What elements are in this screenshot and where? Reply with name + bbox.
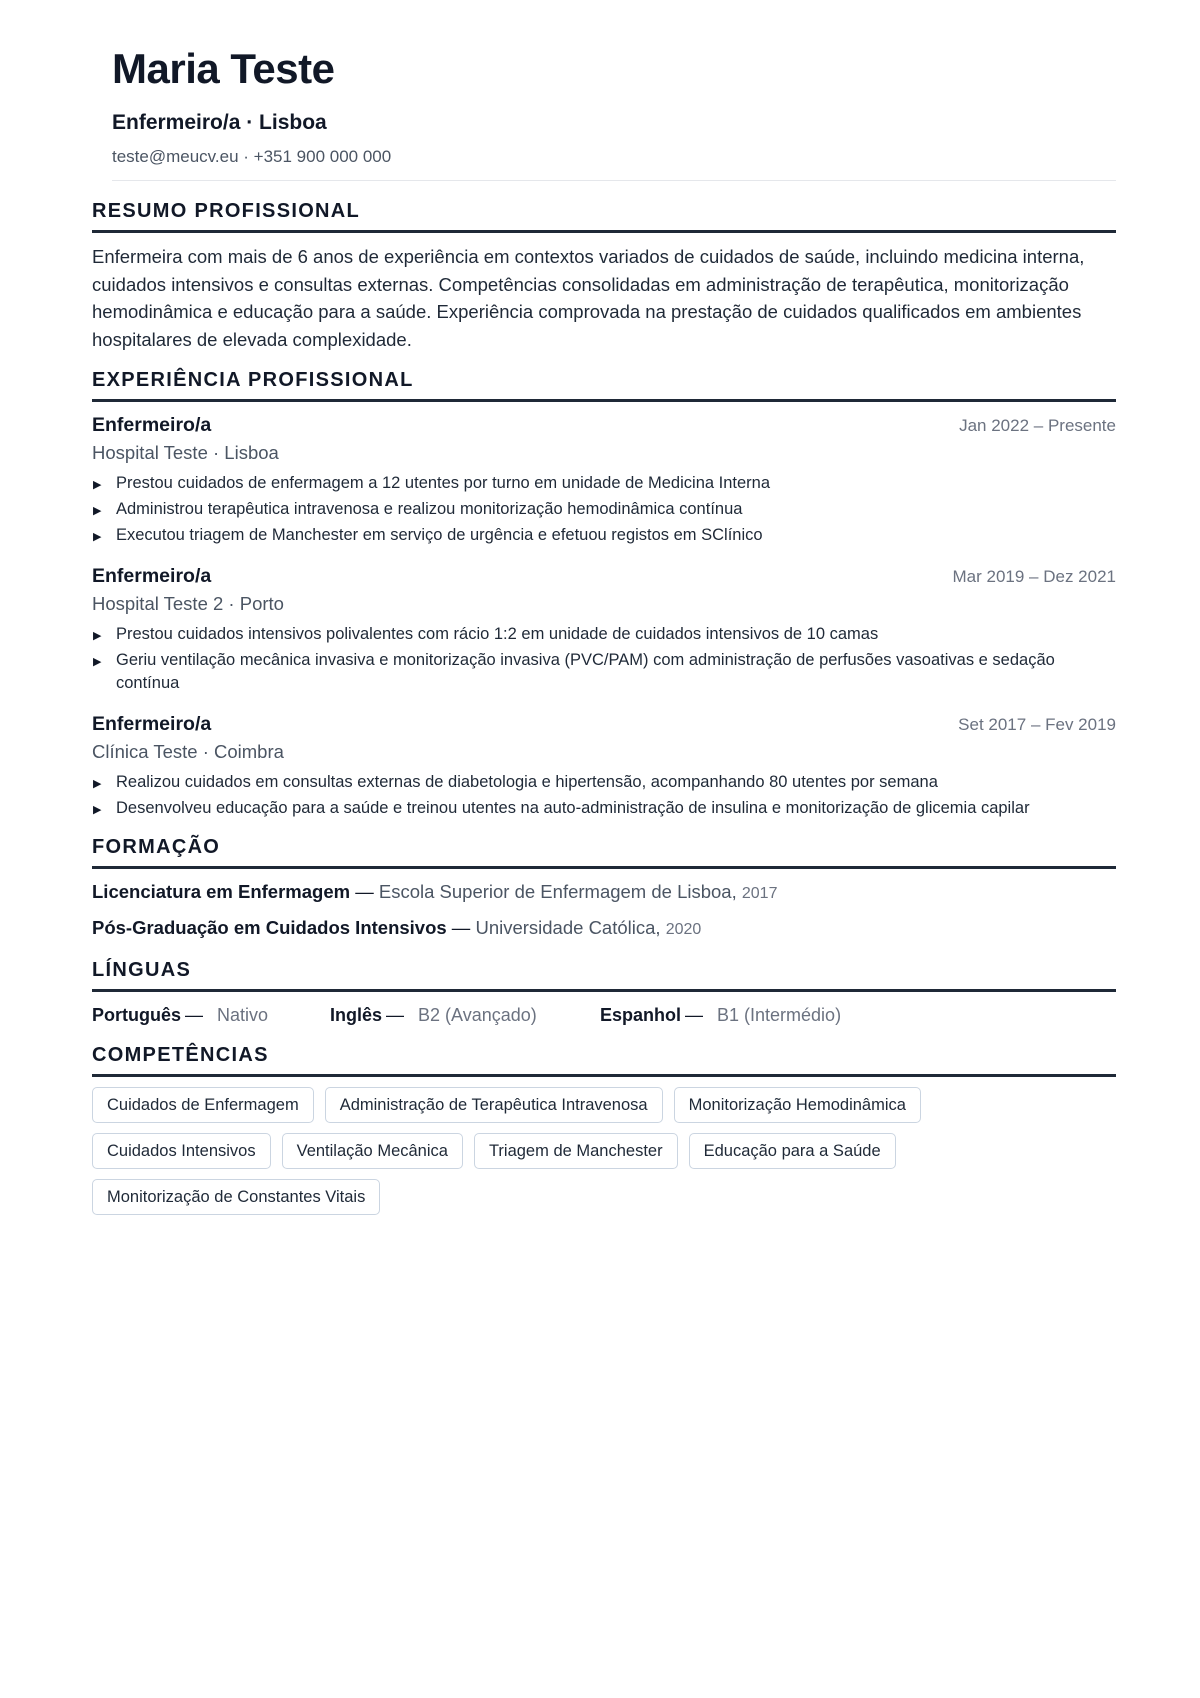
education-year: 2020: [665, 921, 702, 938]
languages-section: [92, 957, 1116, 1028]
education-degree: Pós-Graduação em Cuidados Intensivos: [92, 917, 447, 938]
job-entry: [92, 711, 1116, 820]
job-bullet: [92, 524, 1116, 547]
job-entry: [92, 412, 1116, 547]
education-separator: —: [446, 917, 476, 938]
education-comma: ,: [655, 917, 666, 938]
skill-chip: Ventilação Mecânica: [282, 1133, 463, 1169]
language-item: [330, 1002, 600, 1028]
job-dates: Jan 2022 – Presente: [959, 416, 1116, 435]
bullet-triangle-icon: ▶: [93, 630, 102, 642]
skills-section: [92, 1042, 1116, 1225]
section-title-summary: RESUMO PROFISSIONAL: [92, 198, 1116, 233]
bullet-triangle-icon: ▶: [93, 778, 102, 790]
bullet-triangle-icon: ▶: [93, 804, 102, 816]
experience-section: [92, 367, 1116, 820]
skill-chip: Triagem de Manchester: [474, 1133, 678, 1169]
job-title: Enfermeiro/a: [92, 414, 212, 436]
job-bullet-text: Geriu ventilação mecânica invasiva e monitorização invasiva (PVC/PAM) com administração de perfusões vasoativas e sedação contínua: [116, 651, 1055, 692]
job-header: [92, 412, 1116, 438]
language-level: Nativo: [217, 1005, 269, 1025]
header-divider: [112, 180, 1116, 181]
job-organization: Hospital Teste · Lisboa: [92, 442, 279, 463]
skill-chip: Educação para a Saúde: [689, 1133, 896, 1169]
candidate-name: Maria Teste: [112, 45, 335, 92]
language-name: Espanhol: [600, 1005, 682, 1025]
job-bullet-text: Realizou cuidados em consultas externas de diabetologia e hipertensão, acompanhando 80 utentes por semana: [116, 773, 938, 791]
job-bullet: [92, 771, 1116, 794]
job-organization: Hospital Teste 2 · Porto: [92, 593, 284, 614]
job-bullets: [92, 771, 1116, 820]
summary-section: [92, 198, 1116, 353]
candidate-subtitle: Enfermeiro/a · Lisboa: [112, 111, 327, 134]
section-title-skills: COMPETÊNCIAS: [92, 1042, 1116, 1077]
skill-chip: Monitorização Hemodinâmica: [674, 1087, 921, 1123]
education-separator: —: [350, 881, 379, 902]
education-item: [92, 879, 1116, 907]
contact-info: teste@meucv.eu · +351 900 000 000: [112, 147, 392, 166]
education-item: [92, 915, 1116, 943]
job-dates: Mar 2019 – Dez 2021: [952, 567, 1116, 586]
education-school: Escola Superior de Enfermagem de Lisboa: [378, 881, 732, 902]
language-item: [600, 1002, 841, 1028]
bullet-triangle-icon: ▶: [93, 505, 102, 517]
job-bullet: [92, 498, 1116, 521]
skill-chip: Monitorização de Constantes Vitais: [92, 1179, 380, 1215]
education-list: [92, 879, 1116, 943]
section-title-languages: LÍNGUAS: [92, 957, 1116, 992]
job-entry: [92, 563, 1116, 695]
job-bullet-text: Prestou cuidados de enfermagem a 12 utentes por turno em unidade de Medicina Interna: [116, 474, 770, 492]
language-separator: —: [685, 1005, 704, 1025]
summary-text: Enfermeira com mais de 6 anos de experiência em contextos variados de cuidados de saúde, incluindo medicina interna, cuidados intensivos e consultas externas. Competências consolidadas em administração de terapêutica, monitorização hemodinâmica e educação para a saúde. Experiência comprovada na prestação de cuidados qualificados em ambientes hospitalares de elevada complexidade.: [92, 246, 1085, 350]
job-bullet: [92, 472, 1116, 495]
skill-chip: Cuidados Intensivos: [92, 1133, 271, 1169]
job-bullet-text: Administrou terapêutica intravenosa e realizou monitorização hemodinâmica contínua: [116, 500, 743, 518]
language-level: B2 (Avançado): [418, 1005, 537, 1025]
language-name: Inglês: [330, 1005, 383, 1025]
job-bullet: [92, 649, 1116, 695]
job-title: Enfermeiro/a: [92, 565, 212, 587]
education-degree: Licenciatura em Enfermagem: [92, 881, 351, 902]
job-header: [92, 563, 1116, 589]
resume-content: [92, 198, 1116, 1225]
job-bullet: [92, 623, 1116, 646]
skills-list: [92, 1087, 1092, 1225]
education-year: 2017: [741, 885, 778, 902]
bullet-triangle-icon: ▶: [93, 656, 102, 668]
bullet-triangle-icon: ▶: [93, 479, 102, 491]
job-title: Enfermeiro/a: [92, 713, 212, 735]
job-bullet-text: Desenvolveu educação para a saúde e treinou utentes na auto-administração de insulina e monitorização de glicemia capilar: [116, 799, 1030, 817]
section-title-experience: EXPERIÊNCIA PROFISSIONAL: [92, 367, 1116, 402]
job-header: [92, 711, 1116, 737]
education-school: Universidade Católica: [475, 917, 656, 938]
languages-list: [92, 1002, 1116, 1028]
resume-header: [112, 40, 1116, 168]
job-bullet-text: Executou triagem de Manchester em serviço de urgência e efetuou registos em SClínico: [116, 526, 763, 544]
language-name: Português: [92, 1005, 182, 1025]
job-dates: Set 2017 – Fev 2019: [958, 715, 1116, 734]
education-comma: ,: [731, 881, 742, 902]
job-bullet-text: Prestou cuidados intensivos polivalentes com rácio 1:2 em unidade de cuidados intensivos de 10 camas: [116, 625, 879, 643]
skill-chip: Administração de Terapêutica Intravenosa: [325, 1087, 663, 1123]
language-item: [92, 1002, 330, 1028]
job-bullets: [92, 623, 1116, 695]
language-separator: —: [185, 1005, 204, 1025]
skill-chip: Cuidados de Enfermagem: [92, 1087, 314, 1123]
education-section: [92, 834, 1116, 943]
job-bullet: [92, 797, 1116, 820]
language-level: B1 (Intermédio): [717, 1005, 842, 1025]
bullet-triangle-icon: ▶: [93, 531, 102, 543]
language-separator: —: [386, 1005, 405, 1025]
section-title-education: FORMAÇÃO: [92, 834, 1116, 869]
job-organization: Clínica Teste · Coimbra: [92, 741, 284, 762]
job-bullets: [92, 472, 1116, 547]
